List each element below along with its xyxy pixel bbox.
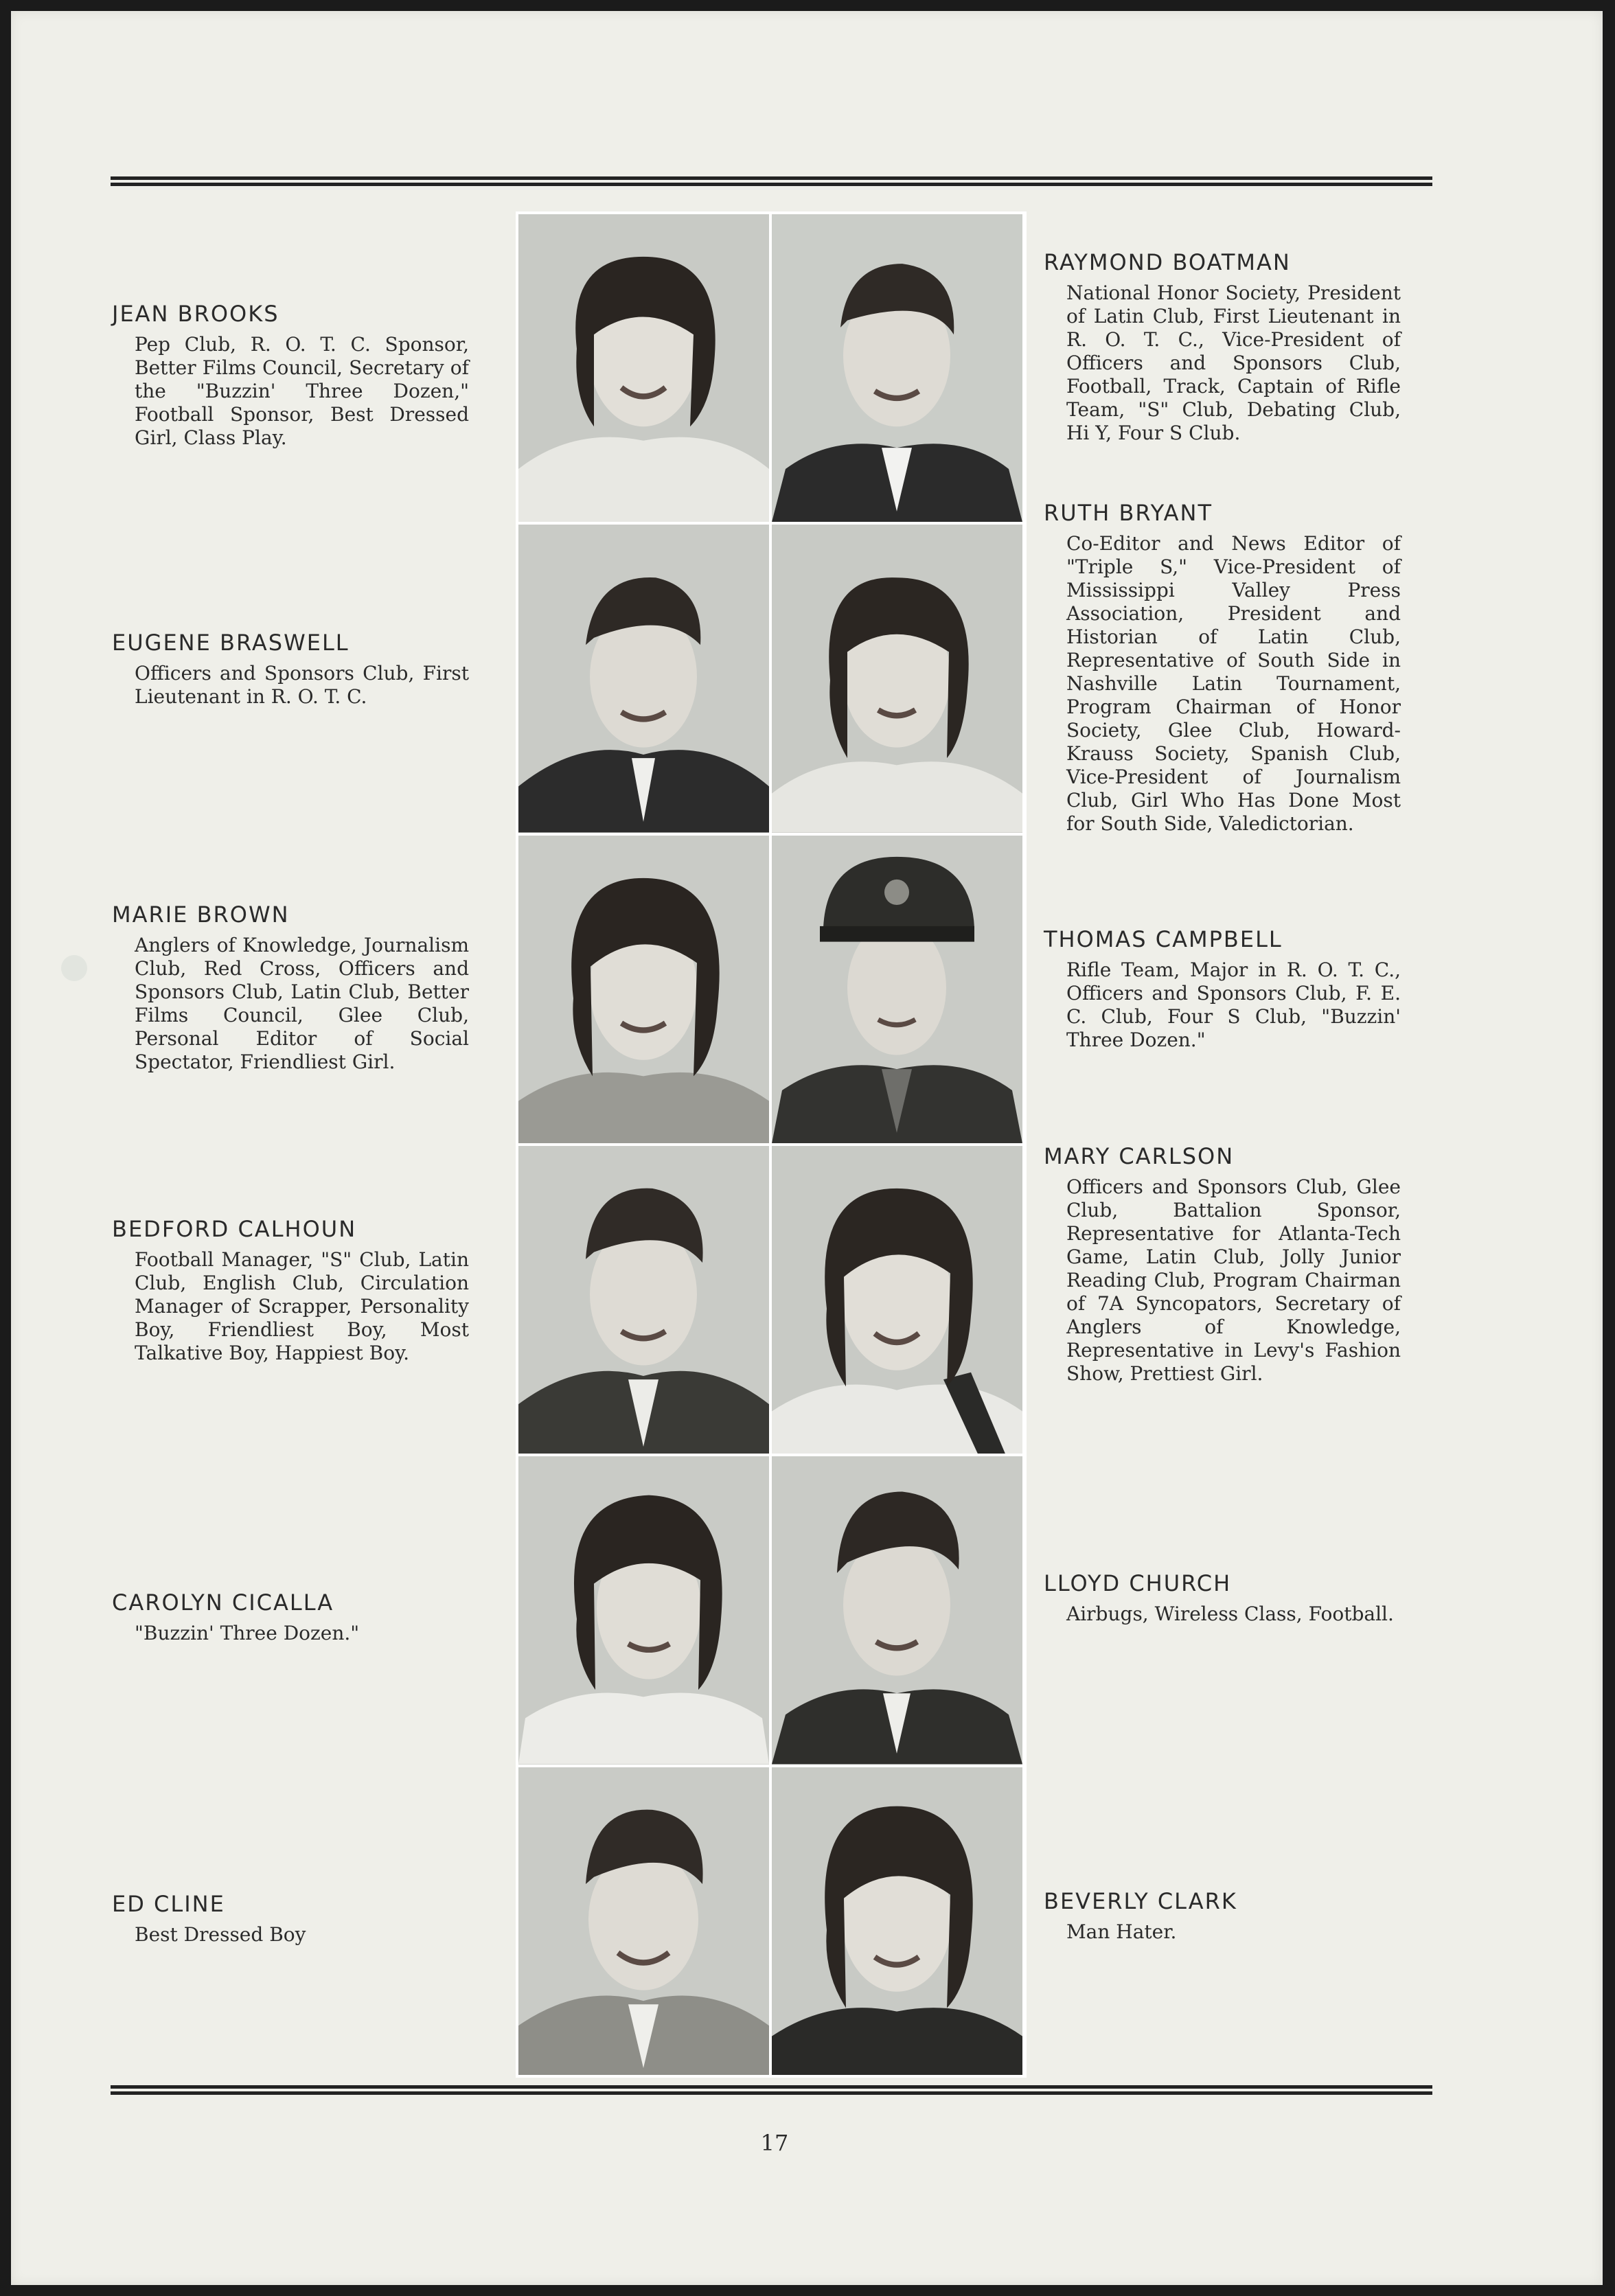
student-activities: Best Dressed Boy (135, 1923, 306, 1947)
portrait-photo-icon (772, 1767, 1022, 2075)
page-number: 17 (760, 2130, 789, 2156)
senior-entry-thomas-campbell (1044, 928, 1401, 1052)
portrait-photo (772, 525, 1022, 832)
portrait-photo-icon (518, 1456, 769, 1764)
top-double-rule (111, 176, 1432, 186)
senior-entry-eugene-braswell (112, 631, 469, 709)
senior-entry-bedford-calhoun (112, 1217, 469, 1365)
student-activities: Rifle Team, Major in R. O. T. C., Officers and Sponsors Club, F. E. C. Club, Four S Club, "Buzzin' Three Dozen." (1066, 958, 1401, 1052)
paper-smudge (61, 955, 87, 981)
student-name: LLOYD CHURCH (1044, 1570, 1232, 1596)
student-activities: Co-Editor and News Editor of "Triple S," Vice-President of Mississippi Valley Press Association, President and Historian of Latin Club, Representative of South Side in Nashville Latin Tournament, Program Chairman of Honor Society, Glee Club, Howard-Krauss Society, Spanish Club, Vice-President of Journalism Club, Girl Who Has Done Most for South Side, Valedictorian. (1066, 532, 1401, 836)
student-name: BEDFORD CALHOUN (112, 1216, 357, 1242)
senior-entry-raymond-boatman (1044, 251, 1401, 445)
student-name: ED CLINE (112, 1891, 225, 1917)
student-name: THOMAS CAMPBELL (1044, 926, 1283, 952)
portrait-photo-icon (772, 1146, 1022, 1454)
student-name: MARY CARLSON (1044, 1143, 1235, 1169)
senior-entry-mary-carlson (1044, 1145, 1401, 1386)
portrait-photo (772, 214, 1022, 522)
student-activities: Pep Club, R. O. T. C. Sponsor, Better Films Council, Secretary of the "Buzzin' Three Dozen," Football Sponsor, Best Dressed Girl, Class Play. (135, 333, 469, 450)
portrait-photo (772, 836, 1022, 1143)
portrait-photo-icon (772, 525, 1022, 832)
portrait-photo (518, 525, 769, 832)
senior-entry-ruth-bryant (1044, 501, 1401, 836)
student-activities: Man Hater. (1066, 1920, 1177, 1944)
portrait-photo-icon (518, 525, 769, 832)
senior-entry-lloyd-church (1044, 1572, 1401, 1626)
student-name: RAYMOND BOATMAN (1044, 249, 1291, 275)
student-activities: National Honor Society, President of Latin Club, First Lieutenant in R. O. T. C., Vice-President of Officers and Sponsors Club, Football, Track, Captain of Rifle Team, "S" Club, Debating Club, Hi Y, Four S Club. (1066, 282, 1401, 445)
portrait-photo (772, 1146, 1022, 1454)
student-activities: Airbugs, Wireless Class, Football. (1066, 1603, 1394, 1626)
student-activities: Officers and Sponsors Club, Glee Club, Battalion Sponsor, Representative for Atlanta-Tech Game, Latin Club, Jolly Junior Reading Club, Program Chairman of 7A Syncopators, Secretary of Anglers of Knowledge, Representative in Levy's Fashion Show, Prettiest Girl. (1066, 1175, 1401, 1386)
portrait-photo (772, 1767, 1022, 2075)
student-activities: Football Manager, "S" Club, Latin Club, English Club, Circulation Manager of Scrapper, Personality Boy, Friendliest Boy, Most Talkative Boy, Happiest Boy. (135, 1248, 469, 1365)
student-activities: Anglers of Knowledge, Journalism Club, Red Cross, Officers and Sponsors Club, Latin Club, Better Films Council, Glee Club, Personal Editor of Social Spectator, Friendliest Girl. (135, 934, 469, 1074)
student-name: MARIE BROWN (112, 902, 290, 928)
student-name: CAROLYN CICALLA (112, 1589, 334, 1616)
portrait-photo-icon (772, 836, 1022, 1143)
senior-entry-beverly-clark (1044, 1890, 1401, 1944)
senior-entry-carolyn-cicalla (112, 1591, 469, 1645)
portrait-photo-icon (518, 1146, 769, 1454)
portrait-grid (516, 211, 1027, 2078)
student-activities: Officers and Sponsors Club, First Lieutenant in R. O. T. C. (135, 662, 469, 709)
student-activities: "Buzzin' Three Dozen." (135, 1622, 360, 1645)
portrait-photo (518, 1456, 769, 1764)
portrait-photo-icon (518, 1767, 769, 2075)
portrait-photo-icon (772, 1456, 1022, 1764)
senior-entry-marie-brown (112, 903, 469, 1074)
portrait-photo (518, 1767, 769, 2075)
yearbook-page (11, 11, 1603, 2285)
portrait-photo (518, 1146, 769, 1454)
student-name: RUTH BRYANT (1044, 500, 1213, 526)
portrait-photo-icon (518, 214, 769, 522)
bottom-double-rule (111, 2085, 1432, 2095)
student-name: BEVERLY CLARK (1044, 1888, 1237, 1914)
portrait-photo-icon (518, 836, 769, 1143)
portrait-photo (518, 836, 769, 1143)
student-name: JEAN BROOKS (112, 301, 279, 327)
portrait-photo-icon (772, 214, 1022, 522)
portrait-photo (772, 1456, 1022, 1764)
senior-entry-ed-cline (112, 1892, 469, 1947)
senior-entry-jean-brooks (112, 302, 469, 450)
portrait-photo (518, 214, 769, 522)
student-name: EUGENE BRASWELL (112, 630, 350, 656)
